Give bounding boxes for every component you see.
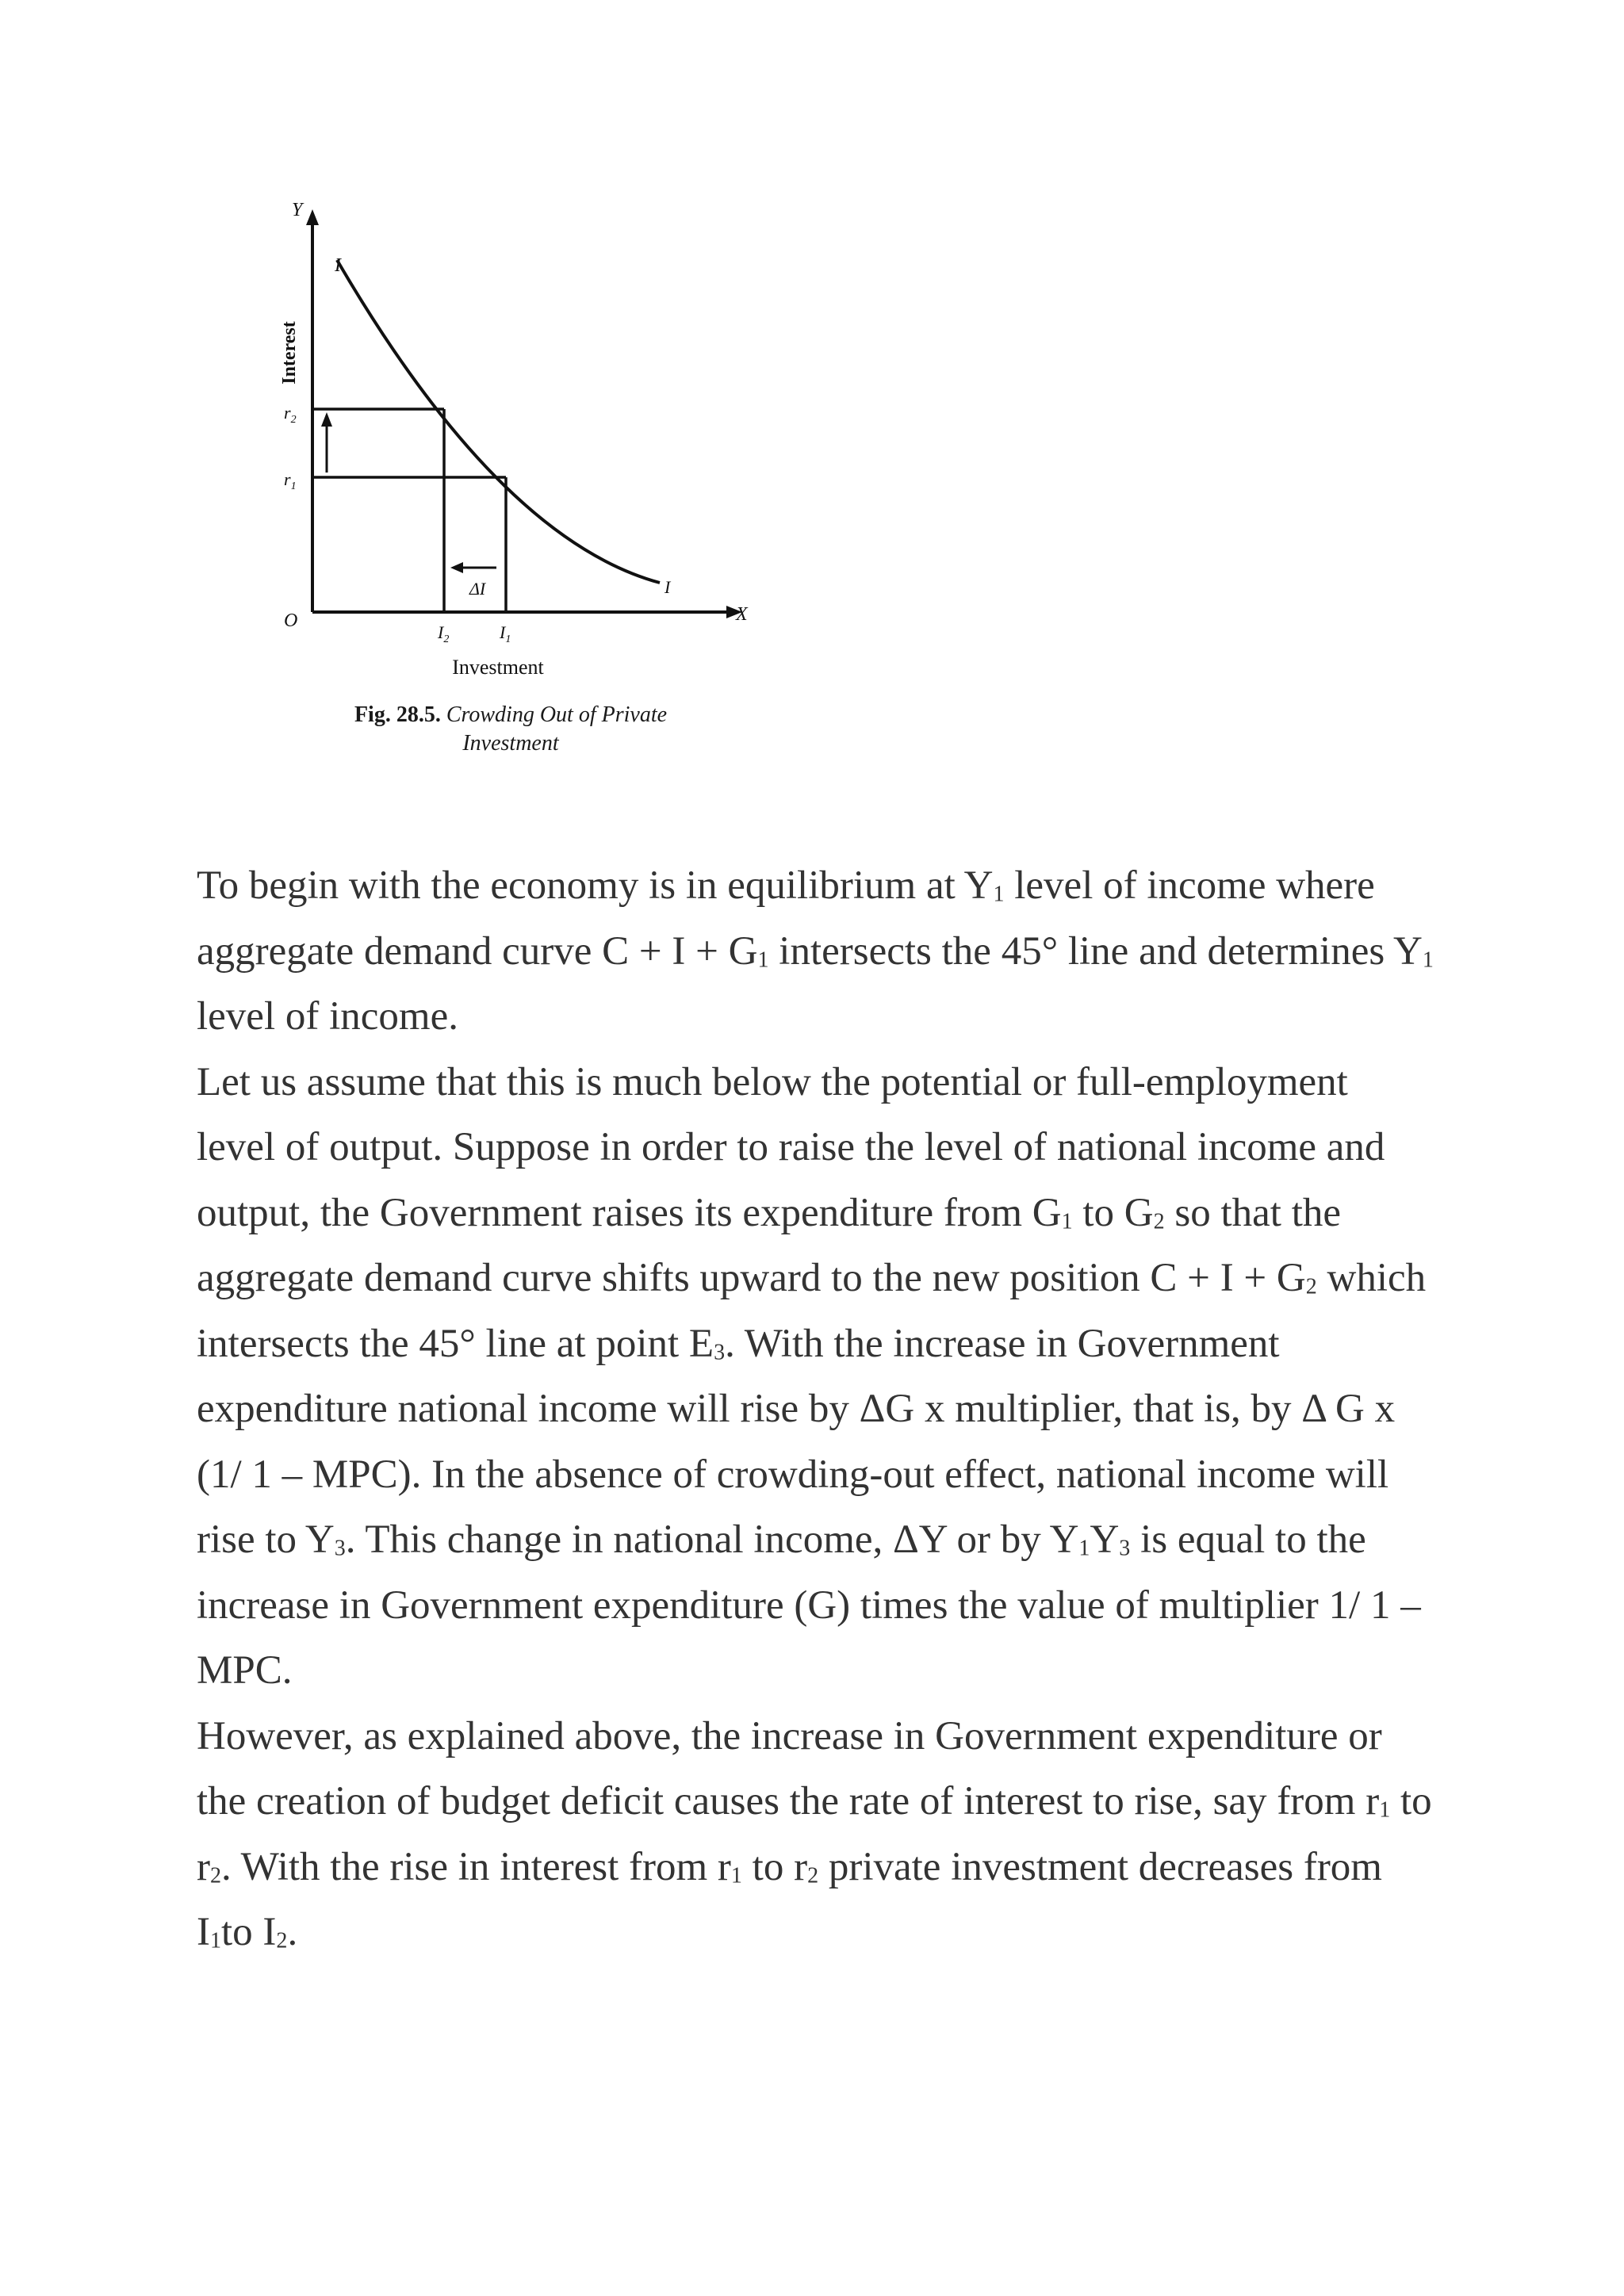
figure-diagram bbox=[262, 198, 769, 679]
x-axis-title: Investment bbox=[452, 656, 544, 679]
text-run: which intersects the 45° line at point E bbox=[197, 1256, 1427, 1366]
body-text bbox=[197, 853, 1434, 1965]
text-run: Let us assume that this is much below the potential or full-employment level of output. Suppose in order to raise the level of national income and output, the Government raises its expenditure from G bbox=[197, 1059, 1385, 1235]
y-axis-arrow bbox=[306, 209, 319, 225]
caption-title-line-2: Investment bbox=[462, 731, 559, 756]
caption-line-2 bbox=[304, 729, 717, 758]
text-run: to I bbox=[221, 1910, 277, 1954]
text-run: Y bbox=[1090, 1517, 1120, 1562]
caption-line-1 bbox=[304, 701, 717, 729]
subscript: 2 bbox=[276, 1928, 288, 1954]
crowding-out-figure bbox=[262, 198, 769, 679]
caption-fig-number: Fig. 28.5. bbox=[354, 702, 441, 727]
subscript: 2 bbox=[1153, 1208, 1165, 1234]
text-run: . bbox=[287, 1910, 298, 1954]
origin-label: O bbox=[284, 610, 298, 631]
y-axis-label: Y bbox=[292, 200, 303, 220]
subscript: 1 bbox=[730, 1862, 742, 1888]
text-run: to r bbox=[741, 1844, 808, 1889]
subscript: 1 bbox=[1422, 947, 1434, 972]
subscript: 1 bbox=[1061, 1208, 1073, 1234]
r2-label: $r_2$ bbox=[284, 403, 297, 426]
subscript: 3 bbox=[334, 1536, 346, 1561]
investment-fall-arrow-head bbox=[450, 562, 463, 573]
text-run: However, as explained above, the increase in Government expenditure or the creation of budget deficit causes the rate of interest to rise, say from r bbox=[197, 1713, 1382, 1823]
r1-label: $r_1$ bbox=[284, 469, 297, 492]
text-run: . With the increase in Government expenditure national income will rise by ΔG x multiplier, that is, by Δ G x (1/ 1 – MPC). In the absence of crowding-out effect, national income will rise to Y bbox=[197, 1321, 1396, 1562]
text-run: To begin with the economy is in equilibrium at Y bbox=[197, 863, 994, 908]
text-run: level of income. bbox=[197, 994, 458, 1039]
subscript: 1 bbox=[993, 882, 1005, 907]
subscript: 2 bbox=[1305, 1274, 1317, 1299]
text-run: private investment decreases from I bbox=[197, 1844, 1382, 1954]
x-axis-label: X bbox=[736, 604, 748, 625]
i1-label: $I_1$ bbox=[500, 622, 511, 645]
figure-caption bbox=[304, 701, 717, 758]
text-run: to r bbox=[197, 1779, 1432, 1889]
subscript: 1 bbox=[757, 947, 769, 972]
subscript: 2 bbox=[807, 1862, 819, 1888]
text-run: intersects the 45° line and determines Y bbox=[768, 928, 1423, 974]
i2-label: $I_2$ bbox=[438, 622, 450, 645]
y-axis-title: Interest bbox=[279, 321, 300, 385]
text-run: . This change in national income, ΔY or by Y bbox=[345, 1517, 1079, 1562]
caption-title-line-1: Crowding Out of Private bbox=[446, 702, 668, 727]
subscript: 1 bbox=[1078, 1536, 1090, 1561]
text-run: . With the rise in interest from r bbox=[221, 1844, 731, 1889]
text-run: to G bbox=[1072, 1190, 1154, 1235]
subscript: 1 bbox=[1379, 1797, 1391, 1823]
investment-demand-curve bbox=[337, 260, 660, 583]
paragraph bbox=[197, 1050, 1434, 1704]
paragraph bbox=[197, 853, 1434, 1050]
text-run: level of income where aggregate demand curve C + I + G bbox=[197, 863, 1375, 974]
subscript: 3 bbox=[714, 1339, 726, 1364]
subscript: 3 bbox=[1119, 1536, 1131, 1561]
subscript: 1 bbox=[209, 1928, 222, 1954]
interest-rise-arrow-head bbox=[321, 412, 332, 427]
text-run: so that the aggregate demand curve shifts upward to the new position C + I + G bbox=[197, 1190, 1342, 1300]
subscript: 2 bbox=[209, 1862, 222, 1888]
curve-label-bottom: I bbox=[665, 577, 671, 597]
delta-i-label: ΔI bbox=[469, 579, 486, 599]
curve-label-top: I bbox=[335, 255, 341, 276]
text-run: is equal to the increase in Government expenditure (G) times the value of multiplier 1/ 1 – MPC. bbox=[197, 1517, 1421, 1693]
paragraph bbox=[197, 1704, 1434, 1965]
